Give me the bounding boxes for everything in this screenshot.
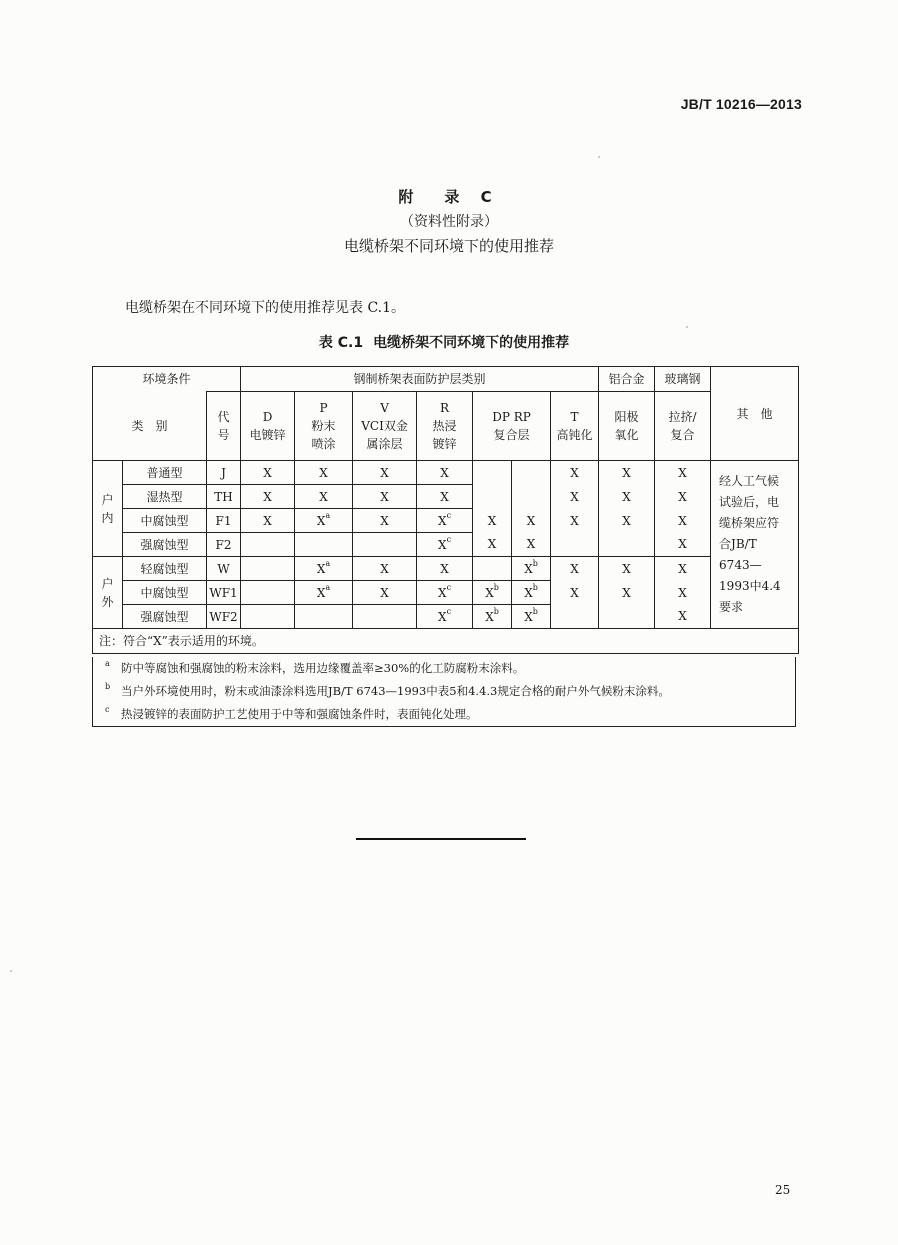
footnote-text: 防中等腐蚀和强腐蚀的粉末涂料，选用边缘覆盖率≥30%的化工防腐粉末涂料。 xyxy=(121,661,525,675)
header-anodizing: 阳极 氧化 xyxy=(599,392,655,461)
cell-anodizing: X xyxy=(599,509,655,533)
scan-speck xyxy=(10,970,12,972)
cell-r: $X^c$ xyxy=(417,509,473,533)
footnote xyxy=(93,680,795,703)
row-code: WF2 xyxy=(207,605,241,629)
cell-rp: $X^b$ xyxy=(512,605,551,629)
footnote-mark: c xyxy=(105,705,110,714)
table-row xyxy=(93,581,799,605)
cell-rp: X xyxy=(512,509,551,533)
group-indoor: 户 内 xyxy=(93,461,123,557)
cell-r: X xyxy=(417,557,473,581)
scan-speck xyxy=(598,156,600,158)
cell-p: $X^a$ xyxy=(295,581,353,605)
intro-paragraph: 电缆桥架在不同环境下的使用推荐见表 C.1。 xyxy=(125,300,406,316)
table-caption xyxy=(0,332,898,352)
row-code: J xyxy=(207,461,241,485)
standard-number: JB/T 10216—2013 xyxy=(680,96,802,112)
cell-anodizing: X xyxy=(599,581,655,605)
cell-v xyxy=(353,533,417,557)
cell-d xyxy=(241,533,295,557)
footnote-mark: a xyxy=(105,659,110,668)
cell-v xyxy=(353,605,417,629)
cell-pultrusion: X xyxy=(655,485,711,509)
cell-rp xyxy=(512,485,551,509)
header-dprp: DP RP 复合层 xyxy=(473,392,551,461)
cell-anodizing: X xyxy=(599,485,655,509)
row-name: 强腐蚀型 xyxy=(123,605,207,629)
cell-t: X xyxy=(551,461,599,485)
footnote-text: 热浸镀锌的表面防护工艺使用于中等和强腐蚀条件时，表面钝化处理。 xyxy=(121,707,478,721)
cell-d: X xyxy=(241,509,295,533)
cell-d: X xyxy=(241,485,295,509)
cell-rp xyxy=(512,461,551,485)
cell-p: $X^a$ xyxy=(295,557,353,581)
cell-pultrusion: X xyxy=(655,509,711,533)
row-name: 普通型 xyxy=(123,461,207,485)
cell-v: X xyxy=(353,509,417,533)
cell-dp: $X^b$ xyxy=(473,581,512,605)
header-d: D 电镀锌 xyxy=(241,392,295,461)
cell-t: X xyxy=(551,581,599,605)
cell-anodizing: X xyxy=(599,461,655,485)
cell-dp xyxy=(473,485,512,509)
cell-p xyxy=(295,605,353,629)
row-name: 湿热型 xyxy=(123,485,207,509)
cell-p: X xyxy=(295,461,353,485)
header-p: P 粉末 喷涂 xyxy=(295,392,353,461)
cell-p xyxy=(295,533,353,557)
cell-t xyxy=(551,533,599,557)
header-frp: 玻璃钢 xyxy=(655,367,711,392)
cell-dp xyxy=(473,557,512,581)
cell-dp: $X^b$ xyxy=(473,605,512,629)
scan-speck xyxy=(686,326,688,328)
row-name: 中腐蚀型 xyxy=(123,509,207,533)
annex-subtitle: 电缆桥架不同环境下的使用推荐 xyxy=(343,237,554,255)
cell-p: $X^a$ xyxy=(295,509,353,533)
footnote xyxy=(93,703,795,726)
cell-pultrusion: X xyxy=(655,461,711,485)
table-title: 电缆桥架不同环境下的使用推荐 xyxy=(373,335,570,351)
cell-t: X xyxy=(551,557,599,581)
header-v: V VCI双金 属涂层 xyxy=(353,392,417,461)
cell-anodizing: X xyxy=(599,557,655,581)
cell-dp: X xyxy=(473,509,512,533)
row-code: F1 xyxy=(207,509,241,533)
recommendation-table xyxy=(92,366,799,654)
group-outdoor: 户 外 xyxy=(93,557,123,629)
cell-r: X xyxy=(417,461,473,485)
header-aluminium: 铝合金 xyxy=(599,367,655,392)
row-code: TH xyxy=(207,485,241,509)
header-env-conditions: 环境条件 xyxy=(93,367,241,392)
header-category: 类 别 xyxy=(93,392,207,461)
table-row xyxy=(93,509,799,533)
header-t: T 高钝化 xyxy=(551,392,599,461)
row-code: W xyxy=(207,557,241,581)
cell-dp: X xyxy=(473,533,512,557)
end-rule xyxy=(356,838,526,840)
cell-pultrusion: X xyxy=(655,557,711,581)
header-r: R 热浸 镀锌 xyxy=(417,392,473,461)
cell-d xyxy=(241,557,295,581)
cell-anodizing xyxy=(599,605,655,629)
row-name: 轻腐蚀型 xyxy=(123,557,207,581)
annex-type: （资料性附录） xyxy=(400,214,498,230)
cell-pultrusion: X xyxy=(655,533,711,557)
cell-rp: $X^b$ xyxy=(512,557,551,581)
cell-r: X xyxy=(417,485,473,509)
cell-anodizing xyxy=(599,533,655,557)
cell-d xyxy=(241,605,295,629)
row-name: 中腐蚀型 xyxy=(123,581,207,605)
cell-v: X xyxy=(353,557,417,581)
cell-r: $X^c$ xyxy=(417,533,473,557)
header-code: 代 号 xyxy=(207,392,241,461)
page-number: 25 xyxy=(775,1183,791,1197)
cell-dp xyxy=(473,461,512,485)
cell-t: X xyxy=(551,509,599,533)
annex-title: 附 录 C xyxy=(398,188,500,206)
table-number: 表 C.1 xyxy=(318,335,364,351)
cell-pultrusion: X xyxy=(655,605,711,629)
cell-pultrusion: X xyxy=(655,581,711,605)
header-pultrusion: 拉挤/ 复合 xyxy=(655,392,711,461)
table-row xyxy=(93,605,799,629)
row-name: 强腐蚀型 xyxy=(123,533,207,557)
row-code: F2 xyxy=(207,533,241,557)
table-row xyxy=(93,557,799,581)
table-row xyxy=(93,461,799,485)
footnotes xyxy=(92,657,796,727)
cell-t xyxy=(551,605,599,629)
cell-rp: $X^b$ xyxy=(512,581,551,605)
cell-v: X xyxy=(353,581,417,605)
other-note: 经人工气候试验后，电缆桥架应符合JB/T 6743—1993中4.4要求 xyxy=(711,461,799,629)
cell-d xyxy=(241,581,295,605)
cell-r: $X^c$ xyxy=(417,605,473,629)
footnote xyxy=(93,657,795,680)
table-row xyxy=(93,485,799,509)
cell-rp: X xyxy=(512,533,551,557)
header-steel-group: 钢制桥架表面防护层类别 xyxy=(241,367,599,392)
row-code: WF1 xyxy=(207,581,241,605)
header-other: 其 他 xyxy=(711,367,799,461)
cell-v: X xyxy=(353,461,417,485)
table-note: 注：符合“X”表示适用的环境。 xyxy=(93,629,799,654)
footnote-text: 当户外环境使用时，粉末或油漆涂料选用JB/T 6743—1993中表5和4.4.3规定合格的耐户外气候粉末涂料。 xyxy=(121,684,670,698)
cell-r: $X^c$ xyxy=(417,581,473,605)
table-row xyxy=(93,533,799,557)
cell-v: X xyxy=(353,485,417,509)
cell-d: X xyxy=(241,461,295,485)
cell-p: X xyxy=(295,485,353,509)
footnote-mark: b xyxy=(105,682,111,691)
cell-t: X xyxy=(551,485,599,509)
